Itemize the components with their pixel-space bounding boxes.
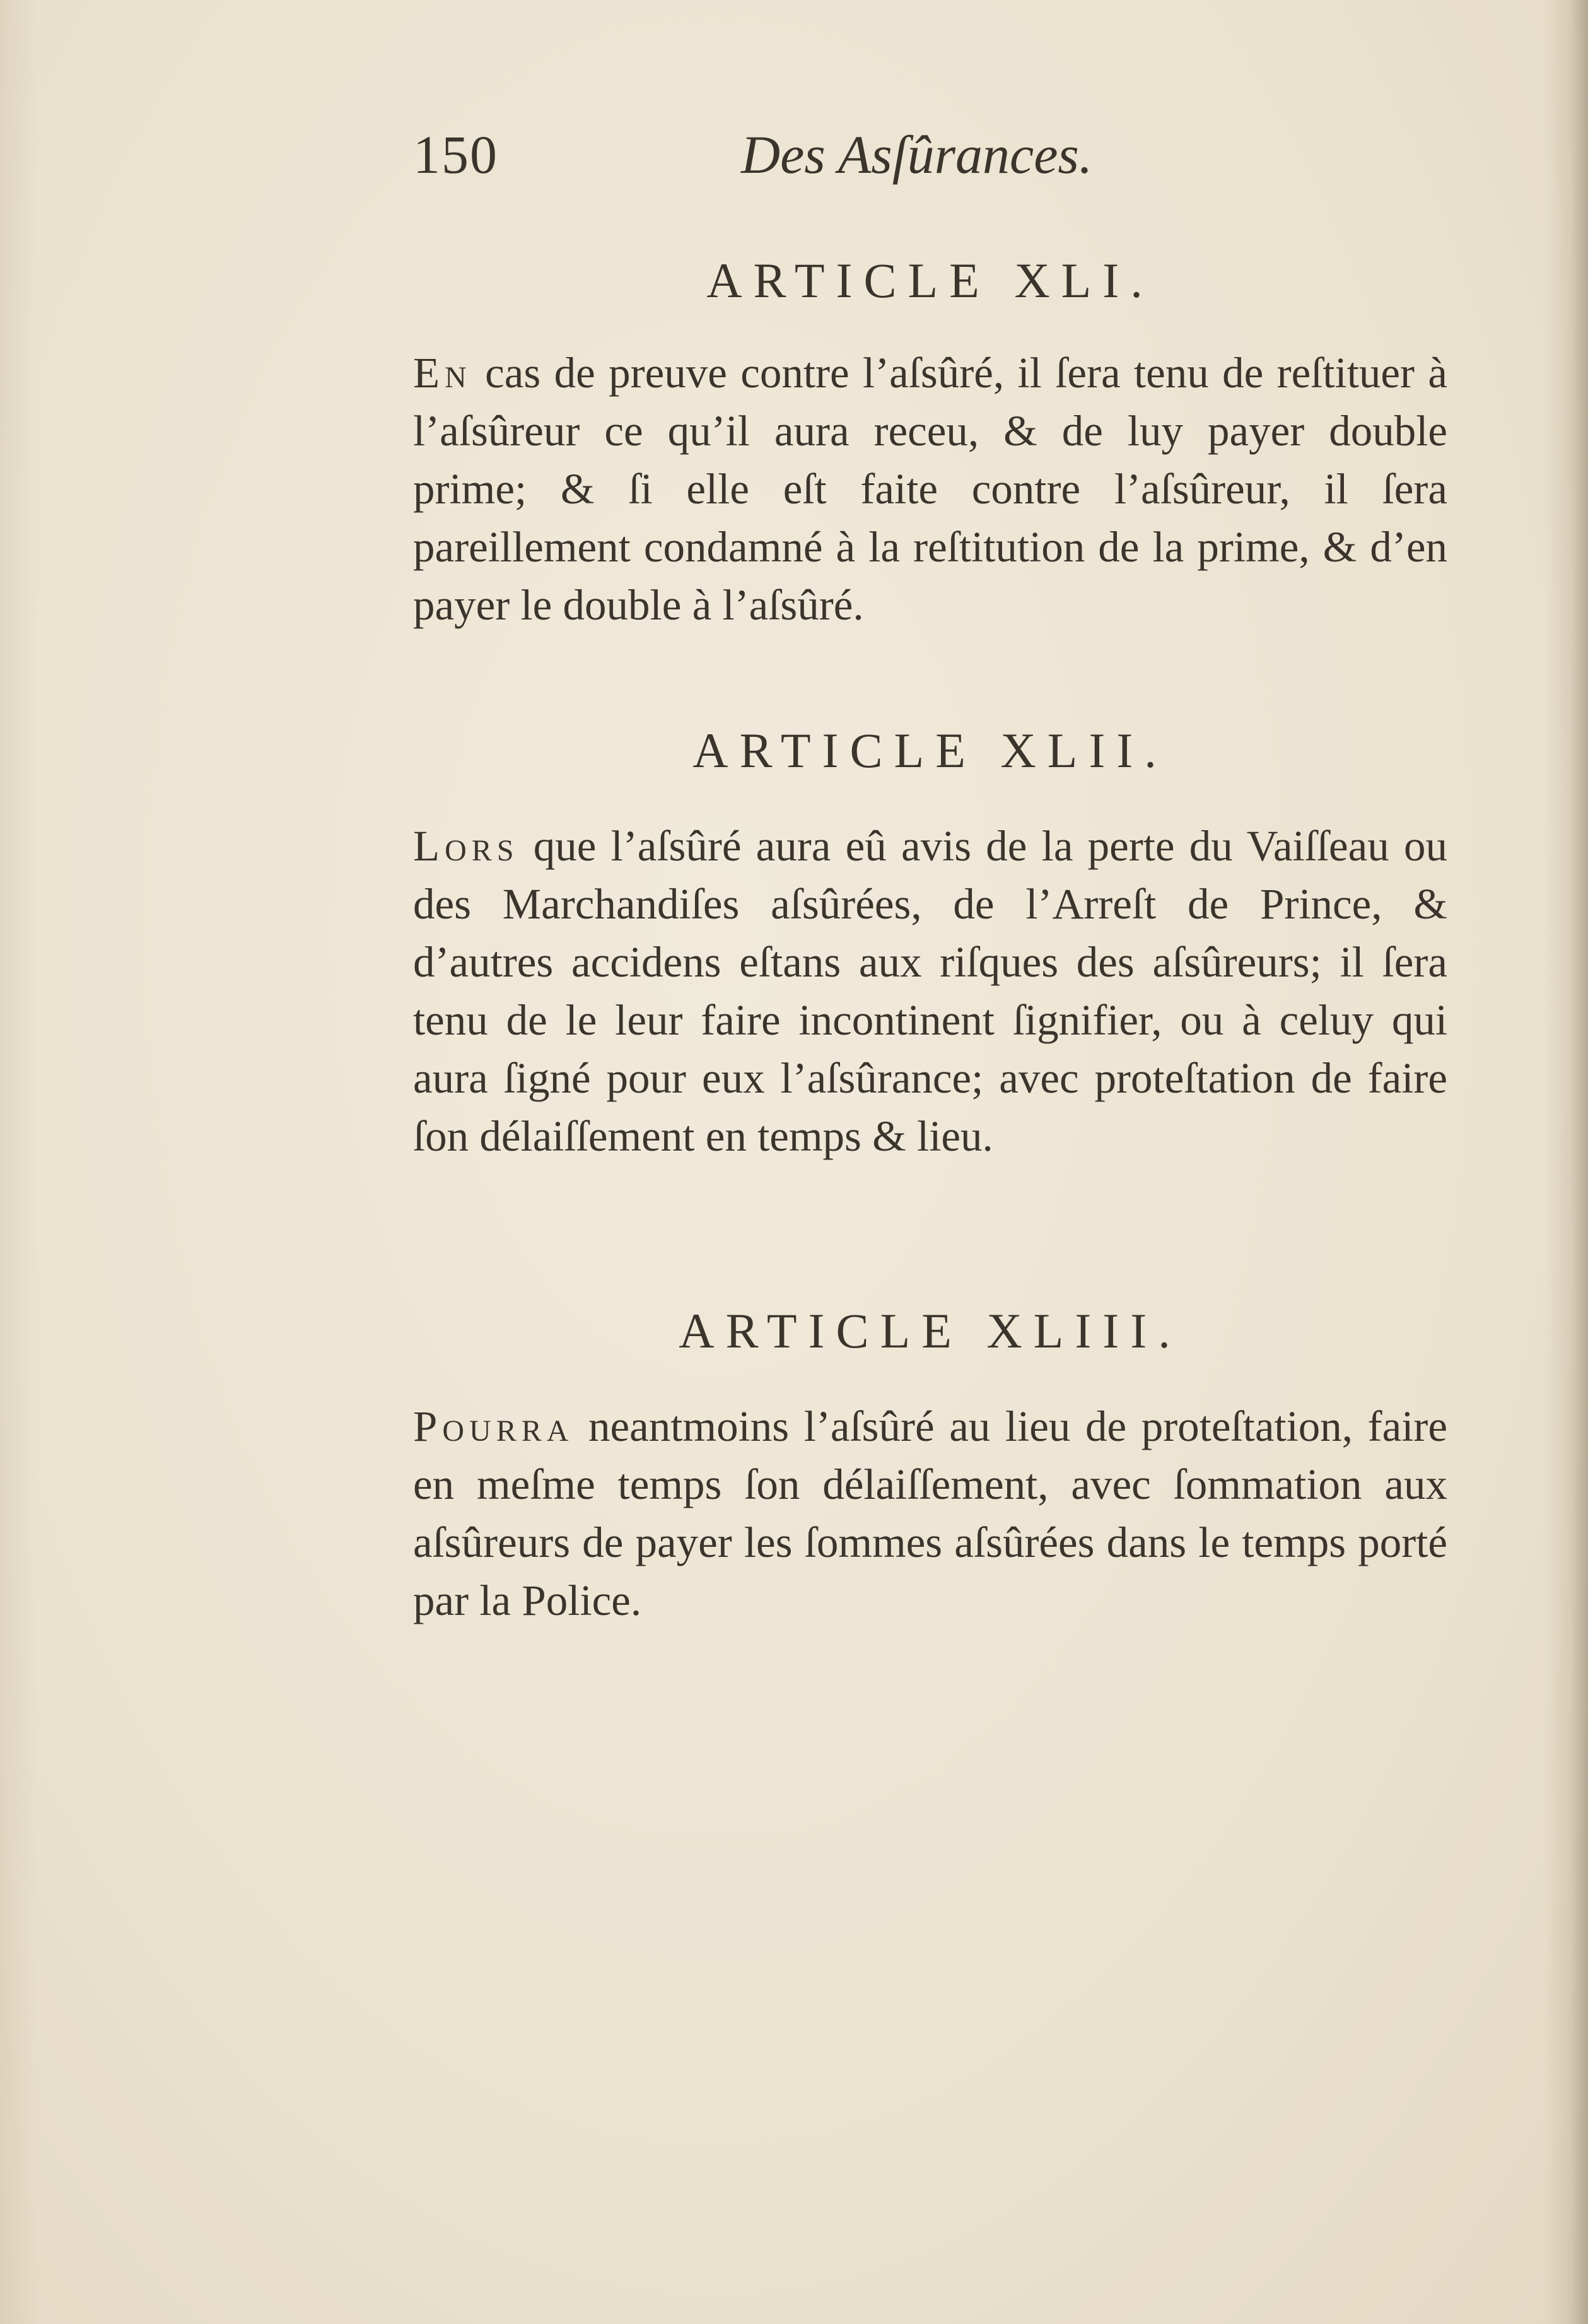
article-heading-xli: ARTICLE XLI. xyxy=(706,253,1154,308)
article-text-xlii xyxy=(413,817,1447,1165)
running-header xyxy=(413,123,1447,199)
page-edge-shading xyxy=(1544,0,1588,2324)
article-heading-xliii: ARTICLE XLIII. xyxy=(679,1303,1182,1358)
running-title: Des Asſûrances. xyxy=(741,124,1093,185)
article-body-text: cas de preuve contre l’aſsûré, il ſera tenu de reſtituer à l’aſsûreur ce qu’il aura receu, & de luy payer double prime; & ſi elle eſt faite contre l’aſsûreur, il ſera pareillement condamné à la reſtitution de la prime, & d’en payer le double à l’aſsûré. xyxy=(413,349,1447,629)
article-heading-xlii: ARTICLE XLII. xyxy=(692,723,1168,778)
article-text-xli xyxy=(413,344,1447,634)
article-body-text: que l’aſsûré aura eû avis de la perte du Vaiſſeau ou des Marchandiſes aſsûrées, de l’Arreſt de Prince, & d’autres accidens eſtans aux riſques des aſsûreurs; il ſera tenu de le leur faire incontinent ſignifier, ou à celuy qui aura ſigné pour eux l’aſsûrance; avec proteſtation de faire ſon délaiſſement en temps & lieu. xyxy=(413,822,1447,1160)
article-first-word: Pourra xyxy=(413,1402,574,1450)
page-gutter-shading xyxy=(0,0,38,2324)
article-first-word: Lors xyxy=(413,822,519,870)
article-text-xliii xyxy=(413,1397,1447,1629)
article-first-word: En xyxy=(413,349,472,397)
page-number: 150 xyxy=(413,124,498,185)
article-body-text: neantmoins l’aſsûré au lieu de proteſtation, faire en meſme temps ſon délaiſſement, avec ſommation aux aſsûreurs de payer les ſommes aſsûrées dans le temps porté par la Police. xyxy=(413,1402,1447,1624)
